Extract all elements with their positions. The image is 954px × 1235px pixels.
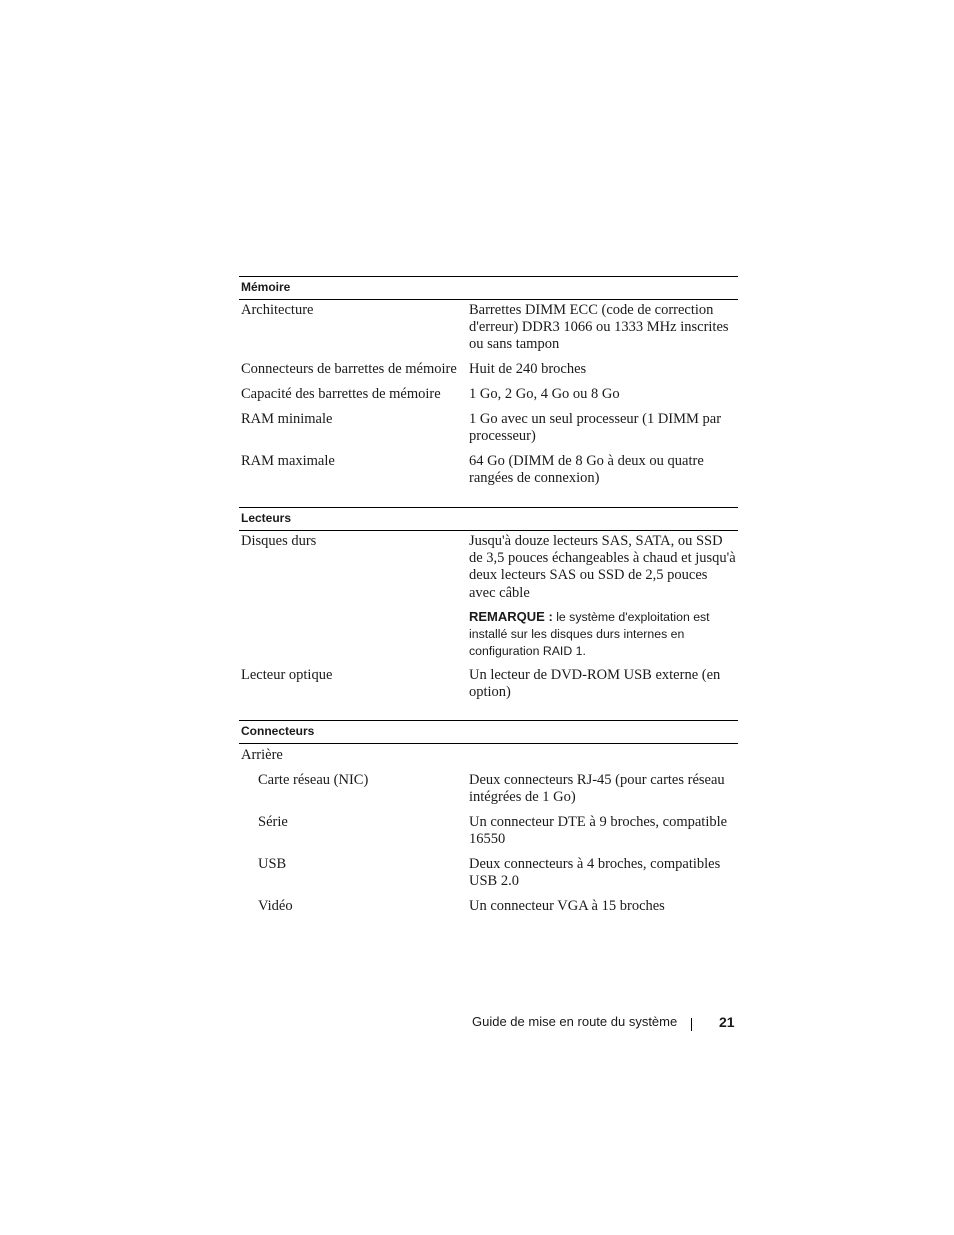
note-text: le système d'exploitation est installé sur les disques durs internes en configuration RAID 1. <box>469 610 710 658</box>
drives-section <box>239 507 738 701</box>
spec-value: Un connecteur VGA à 15 broches <box>469 898 665 914</box>
group-label: Arrière <box>241 747 283 763</box>
spec-value: Huit de 240 broches <box>469 361 587 377</box>
spec-label: Vidéo <box>258 898 293 914</box>
spec-value: Un lecteur de DVD-ROM USB externe (en option) <box>469 667 721 701</box>
spec-label: Série <box>258 814 288 830</box>
spec-value: Deux connecteurs RJ-45 (pour cartes réseau intégrées de 1 Go) <box>469 772 725 806</box>
spec-label: Lecteur optique <box>241 667 333 683</box>
spec-value: Un connecteur DTE à 9 broches, compatible 16550 <box>469 814 728 848</box>
spec-value: Jusqu'à douze lecteurs SAS, SATA, ou SSD de 3,5 pouces échangeables à chaud et jusqu'à deux lecteurs SAS ou SSD de 2,5 pouces avec câble <box>469 533 736 601</box>
connectors-section <box>239 720 738 914</box>
memory-heading: Mémoire <box>239 276 738 300</box>
spec-label: RAM maximale <box>241 453 335 469</box>
spec-value: 1 Go, 2 Go, 4 Go ou 8 Go <box>469 386 620 402</box>
footer-title: Guide de mise en route du système <box>472 1014 678 1029</box>
spec-value: 64 Go (DIMM de 8 Go à deux ou quatre rangées de connexion) <box>469 453 704 487</box>
memory-section <box>239 276 738 487</box>
spec-value: 1 Go avec un seul processeur (1 DIMM par processeur) <box>469 411 722 445</box>
page-number: 21 <box>719 1014 735 1030</box>
footer-separator <box>691 1018 692 1031</box>
spec-label: Carte réseau (NIC) <box>258 772 369 788</box>
spec-label: Connecteurs de barrettes de mémoire <box>241 361 457 377</box>
drives-heading: Lecteurs <box>239 507 738 531</box>
note-label: REMARQUE : <box>469 609 553 624</box>
spec-value: Deux connecteurs à 4 broches, compatibles USB 2.0 <box>469 856 721 890</box>
connectors-heading: Connecteurs <box>239 720 738 744</box>
note <box>469 608 737 660</box>
spec-value: Barrettes DIMM ECC (code de correction d'erreur) DDR3 1066 ou 1333 MHz inscrites ou sans tampon <box>469 302 729 353</box>
spec-label: Capacité des barrettes de mémoire <box>241 386 441 402</box>
spec-label: RAM minimale <box>241 411 333 427</box>
spec-label: Disques durs <box>241 533 317 549</box>
spec-label: Architecture <box>241 302 314 318</box>
spec-label: USB <box>258 856 287 872</box>
